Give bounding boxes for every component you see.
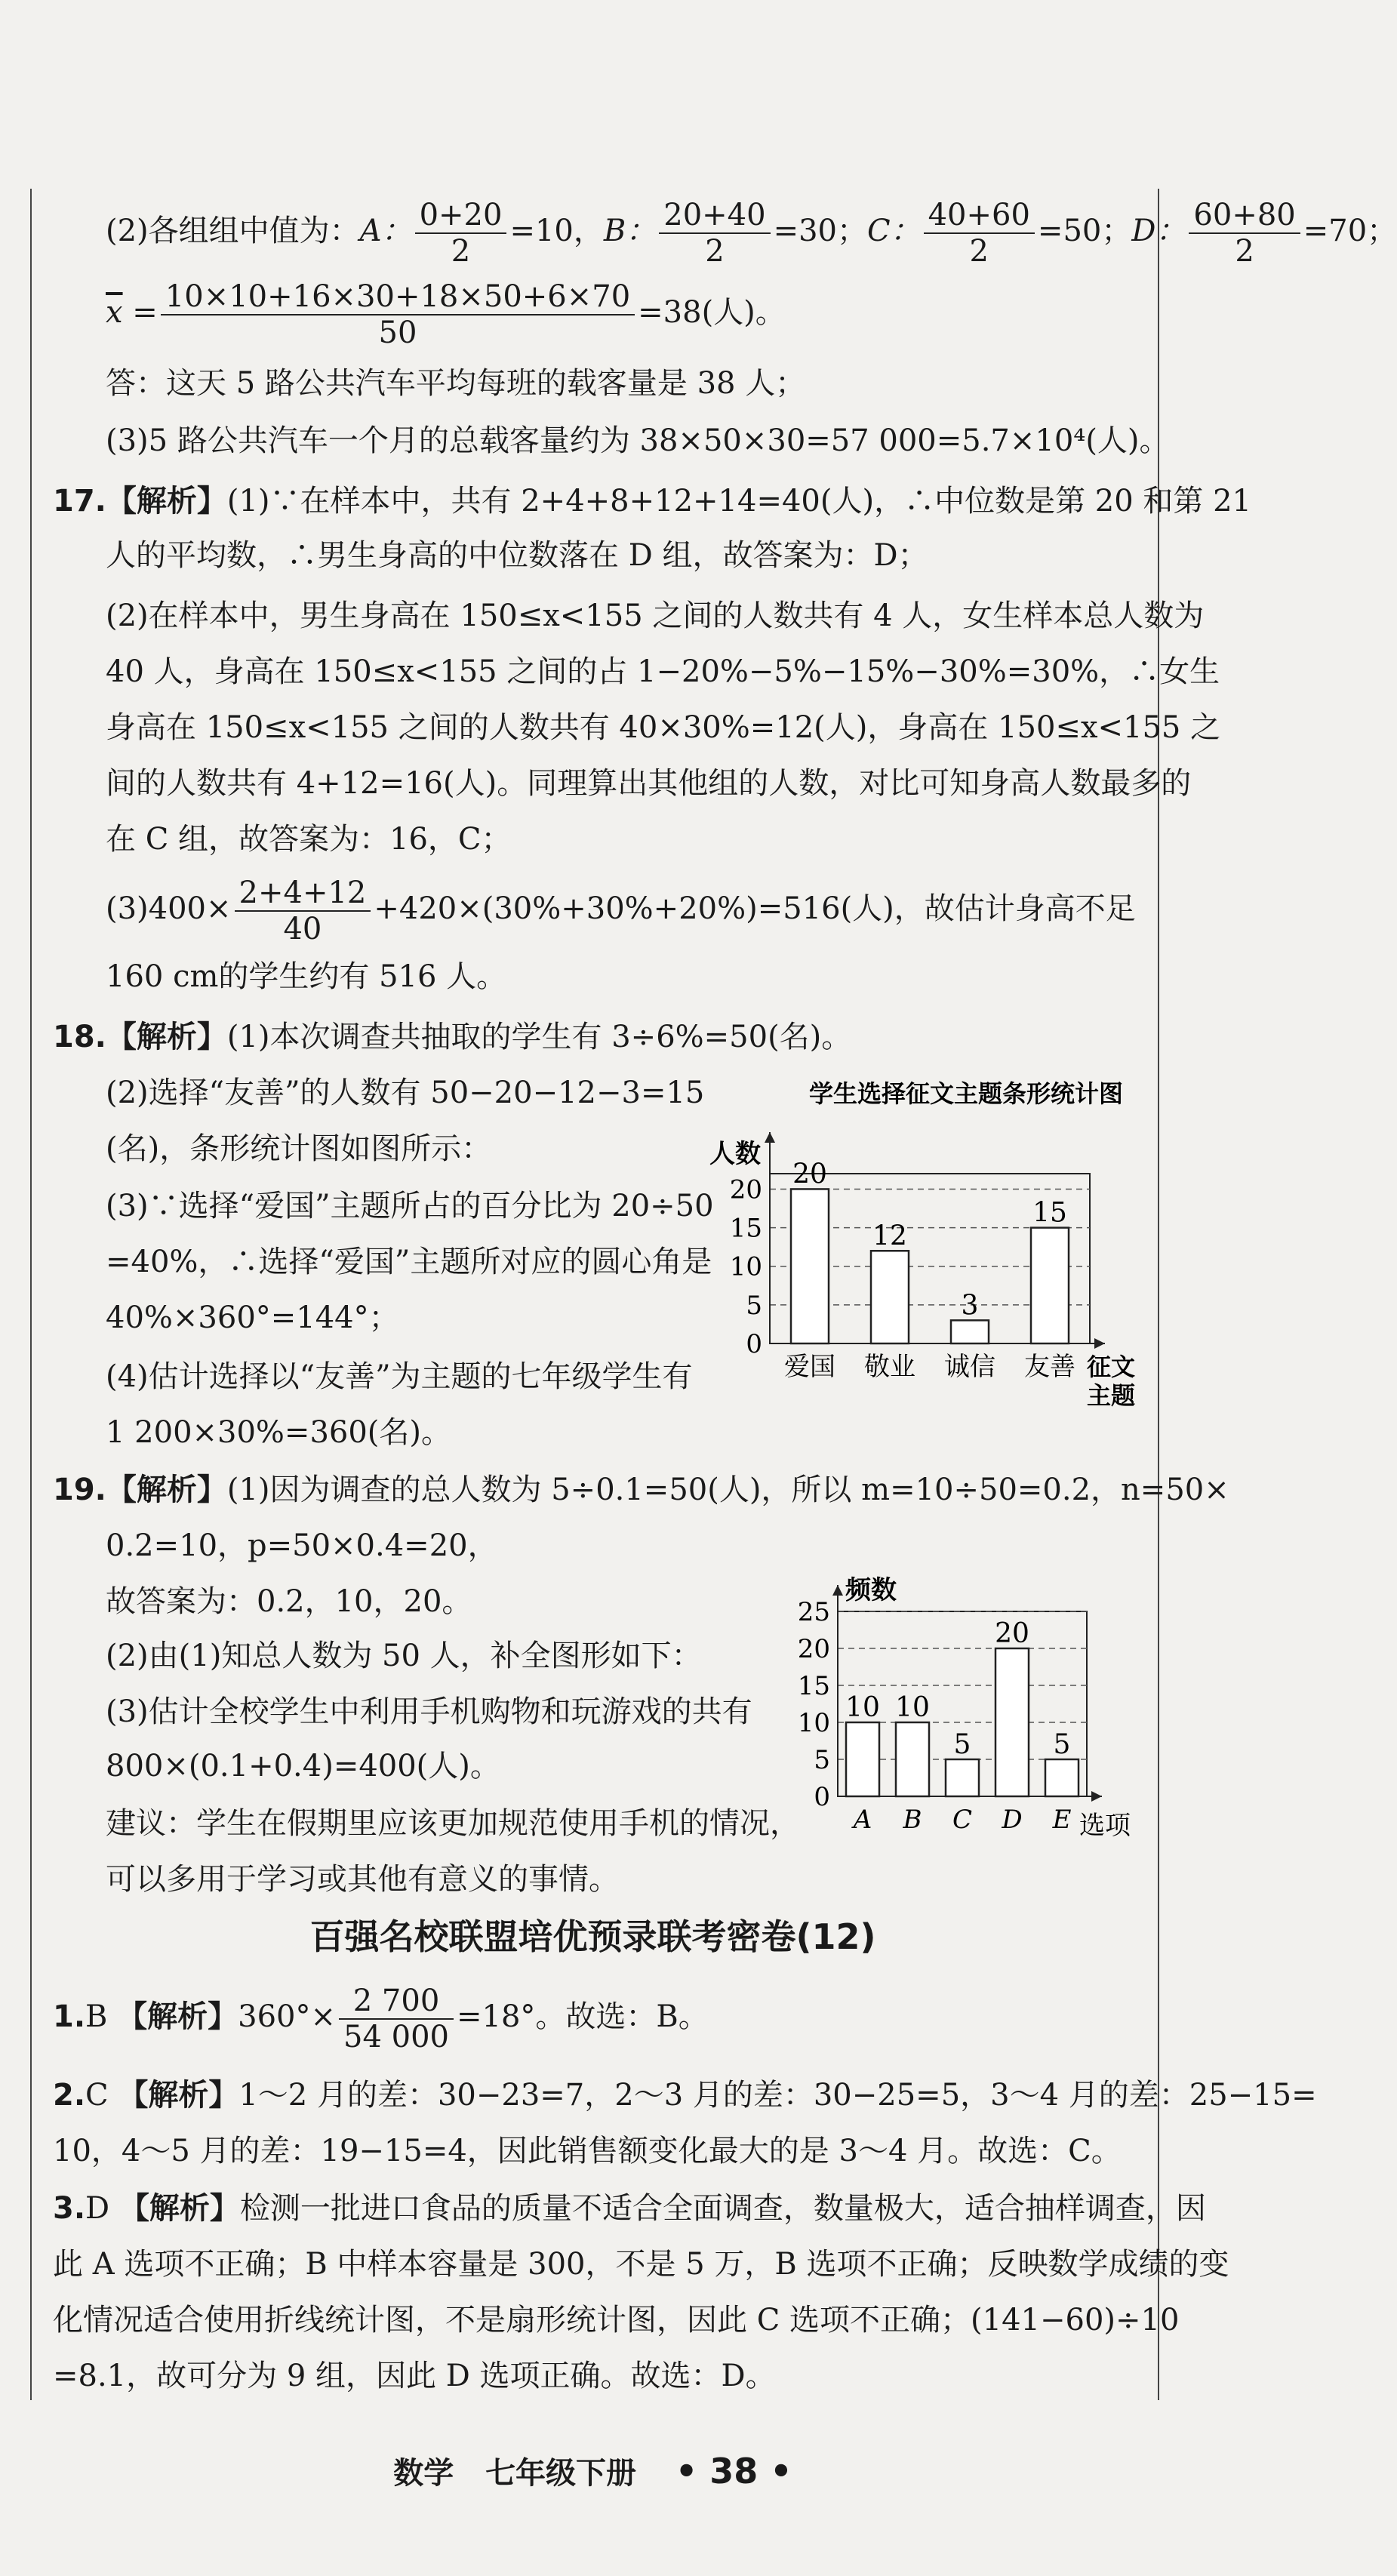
y-axis-arrow (765, 1132, 775, 1143)
q16-a-denominator: 2 (451, 234, 471, 269)
bar (995, 1648, 1029, 1796)
y-tick-label: 15 (729, 1213, 762, 1244)
x-axis-label-line2: 主题 (1087, 1381, 1136, 1410)
bar (846, 1722, 879, 1796)
q18-line7: (4)估计选择以“友善”为主题的七年级学生有 (106, 1359, 693, 1394)
q16-mean-result: =38(人)。 (638, 295, 786, 330)
x-tick-label: 敬业 (864, 1352, 915, 1382)
q17-line9: 160 cm的学生约有 516 人。 (106, 959, 507, 994)
q18-number: 18. (53, 1020, 106, 1054)
q17-line1 (53, 480, 1251, 522)
x-axis-label: 征文 (1087, 1353, 1136, 1381)
q16-c-label: C： (867, 214, 921, 248)
footer-grade: 七年级下册 (485, 2456, 637, 2491)
s3-number: 3. (53, 2191, 86, 2226)
q17-line5: 身高在 150≤x<155 之间的人数共有 40×30%=12(人)，身高在 150≤x<155 之 (106, 710, 1221, 745)
q17-line7: 在 C 组，故答案为：16，C； (106, 822, 512, 857)
q16-mean-fraction (161, 279, 635, 350)
s3-line1-text: 检测一批进口食品的质量不适合全面调查，数量极大，适合抽样调查，因 (239, 2191, 1206, 2226)
x-tick-label: 爱国 (784, 1352, 835, 1382)
q19-line2: 0.2=10，p=50×0.4=20， (106, 1528, 498, 1563)
q19-line6: 800×(0.1+0.4)=400(人)。 (106, 1749, 500, 1784)
q19-line1-text: (1)因为调查的总人数为 5÷0.1=50(人)，所以 m=10÷50=0.2，n=50× (226, 1473, 1229, 1507)
bar-value-label: 10 (845, 1692, 880, 1723)
q16-d-numerator: 60+80 (1189, 198, 1300, 234)
s1-post: =18°。故选：B。 (457, 1999, 709, 2034)
s2-line1-text: 1～2 月的差：30−23=7，2～3 月的差：30−25=5，3～4 月的差：25−15= (238, 2078, 1317, 2113)
bar-value-label: 20 (995, 1618, 1029, 1649)
s3-line2: 此 A 选项不正确；B 中样本容量是 300，不是 5 万，B 选项不正确；反映数学成绩的变 (53, 2247, 1229, 2282)
y-tick-label: 25 (797, 1597, 830, 1627)
q16-b-result: =30； (773, 214, 867, 248)
x-tick-label: E (1052, 1805, 1072, 1835)
s2-analysis-tag: 【解析】 (118, 2078, 239, 2113)
x-tick-label: D (1002, 1805, 1023, 1835)
q17-part3 (106, 876, 1136, 946)
bar (951, 1320, 989, 1343)
q17-p3-denominator: 40 (283, 912, 322, 946)
q16-c-result: =50； (1037, 214, 1132, 248)
y-axis-arrow (832, 1585, 843, 1596)
q18-analysis-tag: 【解析】 (106, 1020, 227, 1054)
q16-a-fraction (415, 198, 507, 269)
q16-a-label: A： (359, 214, 412, 248)
s1-pre: 360°× (238, 1999, 337, 2034)
s2-number: 2. (53, 2078, 86, 2113)
bar (791, 1189, 829, 1343)
bar-value-label: 5 (1053, 1729, 1071, 1760)
left-margin-rule (30, 189, 32, 2400)
s1-fraction (339, 1984, 454, 2054)
q16-d-result: =70； (1303, 214, 1397, 248)
q16-d-fraction (1189, 198, 1300, 269)
bar (946, 1759, 979, 1796)
q17-line4: 40 人，身高在 150≤x<155 之间的占 1−20%−5%−15%−30%=30%，∴女生 (106, 654, 1220, 689)
q18-line1 (53, 1016, 851, 1058)
y-tick-label: 20 (797, 1634, 830, 1664)
bar-value-label: 3 (961, 1290, 979, 1322)
q19-line7: 建议：学生在假期里应该更加规范使用手机的情况， (106, 1806, 800, 1841)
q16-b-numerator: 20+40 (659, 198, 770, 234)
s3-answer: D (85, 2191, 110, 2226)
bar (1045, 1759, 1079, 1796)
bar (1031, 1228, 1069, 1343)
q16-part3: (3)5 路公共汽车一个月的总载客量约为 38×50×30=57 000=5.7×10⁴(人)。 (106, 423, 1170, 458)
y-tick-label: 5 (814, 1745, 830, 1775)
x-axis-arrow (1091, 1791, 1102, 1802)
x-tick-label: B (903, 1805, 922, 1835)
q16-a-numerator: 0+20 (415, 198, 507, 234)
y-tick-label: 5 (746, 1290, 762, 1321)
x-tick-label: 友善 (1024, 1352, 1075, 1382)
s1-analysis-tag: 【解析】 (117, 1999, 238, 2034)
s1-answer: B (85, 1999, 108, 2034)
y-tick-label: 0 (746, 1329, 762, 1359)
bar-value-label: 20 (792, 1159, 827, 1190)
q19-number: 19. (53, 1473, 106, 1507)
y-tick-label: 10 (797, 1708, 830, 1738)
q16-b-label: B： (603, 214, 657, 248)
s1-numerator: 2 700 (339, 1984, 454, 2020)
y-tick-label: 15 (797, 1671, 830, 1701)
y-tick-label: 20 (729, 1174, 762, 1205)
q17-analysis-tag: 【解析】 (106, 484, 227, 519)
q19-line8: 可以多用于学习或其他有意义的事情。 (106, 1862, 619, 1897)
s1-number: 1. (53, 1999, 86, 2034)
q19-line5: (3)估计全校学生中利用手机购物和玩游戏的共有 (106, 1694, 752, 1729)
s1-denominator: 54 000 (343, 2020, 449, 2054)
q16-b-denominator: 2 (705, 234, 725, 269)
q16-a-result: =10， (509, 214, 604, 248)
q18-line2: (2)选择“友善”的人数有 50−20−12−3=15 (106, 1076, 705, 1110)
section-title: 百强名校联盟培优预录联考密卷(12) (309, 1916, 876, 1957)
q17-line1-text: (1)∵在样本中，共有 2+4+8+12+14=40(人)，∴中位数是第 20 和第 21 (226, 484, 1252, 519)
s2-line1 (53, 2074, 1317, 2116)
x-tick-label: C (952, 1805, 973, 1835)
bar (896, 1722, 929, 1796)
s3-line3: 化情况适合使用折线统计图，不是扇形统计图，因此 C 选项不正确；(141−60)÷10 (53, 2303, 1180, 2337)
q17-line3: (2)在样本中，男生身高在 150≤x<155 之间的人数共有 4 人，女生样本总人数为 (106, 599, 1205, 633)
s2-answer: C (85, 2078, 109, 2113)
q17-p3-suffix: +420×(30%+30%+20%)=516(人)，故估计身高不足 (374, 891, 1136, 926)
q16-d-denominator: 2 (1235, 234, 1254, 269)
q18-line8: 1 200×30%=360(名)。 (106, 1415, 452, 1450)
bar (871, 1251, 909, 1343)
q17-line6: 间的人数共有 4+12=16(人)。同理算出其他组的人数，对比可知身高人数最多的 (106, 766, 1192, 801)
q18-line1-text: (1)本次调查共抽取的学生有 3÷6%=50(名)。 (226, 1020, 852, 1054)
x-axis-label: 选项 (1079, 1811, 1131, 1841)
q19-line3: 故答案为：0.2，10，20。 (106, 1584, 472, 1619)
bar-value-label: 15 (1032, 1197, 1067, 1229)
q17-p3-numerator: 2+4+12 (235, 876, 371, 912)
s3-line1 (53, 2187, 1206, 2230)
y-tick-label: 10 (729, 1251, 762, 1282)
x-axis-arrow (1094, 1338, 1105, 1349)
q16-mean-formula: $\overline{x}$ = $\frac{10\times 10+16\times 30+18\times 50+6\times 70}{50}$ =38(人)。 (106, 279, 786, 350)
x-tick-label: 诚信 (944, 1352, 995, 1382)
q16-mean-numerator: 10×10+16×30+18×50+6×70 (161, 279, 635, 315)
q17-line2: 人的平均数，∴男生身高的中位数落在 D 组，故答案为：D； (106, 538, 928, 573)
q16-c-numerator: 40+60 (924, 198, 1035, 234)
q16-answer: 答：这天 5 路公共汽车平均每班的载客量是 38 人； (106, 366, 806, 401)
q16-mean-symbol: $\overline{x}$ (106, 295, 123, 330)
q16-b-fraction (659, 198, 770, 269)
x-tick-label: A (853, 1805, 872, 1835)
q19-analysis-tag: 【解析】 (106, 1473, 227, 1507)
bar-value-label: 5 (953, 1729, 971, 1760)
s1-line (53, 1984, 709, 2054)
q17-p3-fraction (235, 876, 371, 946)
y-axis-label: 频数 (845, 1575, 897, 1605)
q16-c-denominator: 2 (969, 234, 989, 269)
page-number: • 38 • (675, 2451, 792, 2491)
q18-line5: =40%，∴选择“爱国”主题所对应的圆心角是 (106, 1245, 712, 1279)
y-axis-label: 人数 (709, 1139, 761, 1169)
q16-c-fraction (924, 198, 1035, 269)
q16-p2-prefix: (2)各组组中值为： (106, 214, 360, 248)
q18-line4: (3)∵选择“爱国”主题所占的百分比为 20÷50 (106, 1189, 714, 1223)
q18-line3: (名)，条形统计图如图所示： (106, 1131, 492, 1166)
footer-subject: 数学 (393, 2456, 454, 2491)
q16-group-midpoints (106, 198, 1397, 269)
s2-line2: 10，4～5 月的差：19−15=4，因此销售额变化最大的是 3～4 月。故选：C。 (53, 2134, 1122, 2168)
q17-p3-prefix: (3)400× (106, 891, 232, 926)
bar-value-label: 10 (895, 1692, 930, 1723)
theme-bar-chart (694, 1072, 1147, 1419)
q19-line4: (2)由(1)知总人数为 50 人，补全图形如下： (106, 1639, 702, 1673)
y-tick-label: 0 (814, 1782, 830, 1812)
s3-line4: =8.1，故可分为 9 组，因此 D 选项正确。故选：D。 (53, 2359, 776, 2393)
option-frequency-bar-chart (770, 1570, 1147, 1864)
bar-value-label: 12 (872, 1220, 907, 1252)
footer (0, 2449, 1186, 2492)
q19-line1 (53, 1469, 1229, 1511)
q17-number: 17. (53, 484, 106, 519)
q18-line6: 40%×360°=144°； (106, 1300, 399, 1335)
q16-mean-denominator: 50 (378, 315, 417, 350)
chart-title: 学生选择征文主题条形统计图 (808, 1079, 1124, 1108)
q16-d-label: D： (1131, 214, 1186, 248)
s3-analysis-tag: 【解析】 (118, 2191, 240, 2226)
